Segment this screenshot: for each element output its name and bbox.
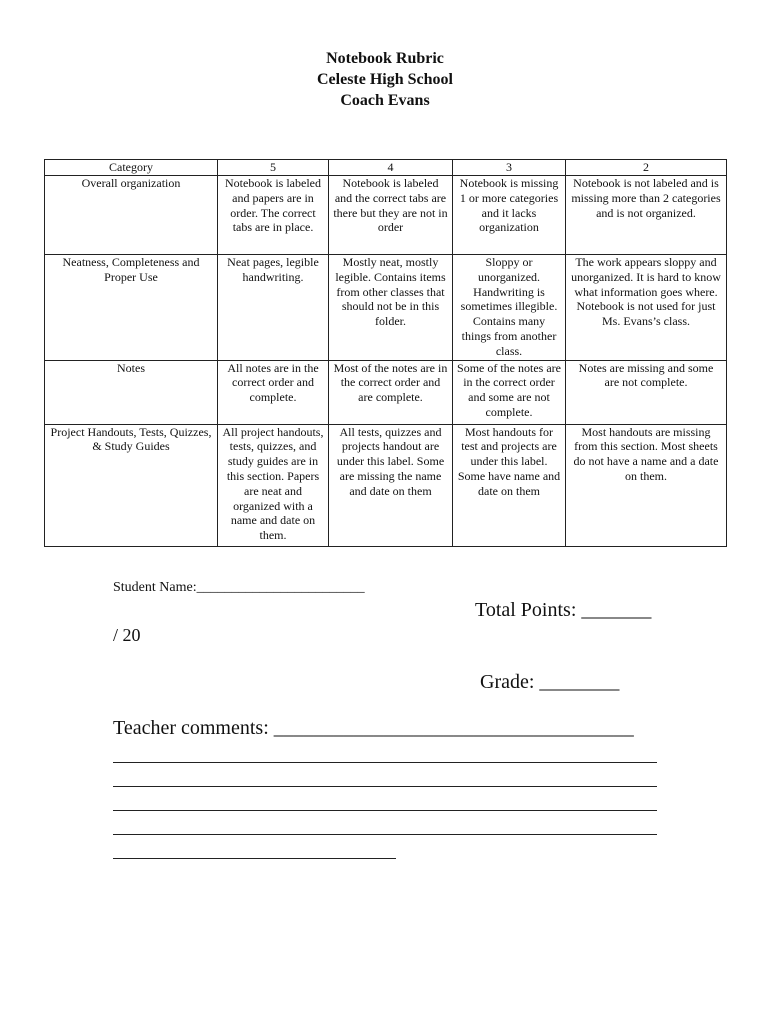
column-header-score-2: 2: [566, 160, 727, 176]
column-header-score-4: 4: [329, 160, 453, 176]
document-header: [0, 48, 770, 111]
comment-line[interactable]: [113, 858, 396, 859]
school-name: Celeste High School: [317, 71, 453, 88]
category-cell: Notes: [45, 360, 218, 424]
category-cell: Project Handouts, Tests, Quizzes, & Study Guides: [45, 424, 218, 546]
coach-name: Coach Evans: [340, 92, 430, 109]
score-4-cell: Mostly neat, mostly legible. Contains items from other classes that should not be in this folder.: [329, 255, 453, 361]
score-3-cell: Notebook is missing 1 or more categories and it lacks organization: [453, 176, 566, 255]
rubric-row-handouts: [45, 424, 727, 546]
score-4-cell: Most of the notes are in the correct order and are complete.: [329, 360, 453, 424]
comment-line[interactable]: [113, 834, 657, 835]
score-3-cell: Sloppy or unorganized. Handwriting is sometimes illegible. Contains many things from another class.: [453, 255, 566, 361]
total-points-field[interactable]: Total Points: _______: [475, 599, 652, 621]
student-name-field[interactable]: Student Name:________________________: [113, 580, 365, 595]
score-2-cell: Notebook is not labeled and is missing more than 2 categories and is not organized.: [566, 176, 727, 255]
score-2-cell: Notes are missing and some are not complete.: [566, 360, 727, 424]
rubric-row-organization: [45, 176, 727, 255]
rubric-row-notes: [45, 360, 727, 424]
score-5-cell: All notes are in the correct order and complete.: [218, 360, 329, 424]
score-4-cell: All tests, quizzes and projects handout are under this label. Some are missing the name and date on them: [329, 424, 453, 546]
score-3-cell: Most handouts for test and projects are under this label. Some have name and date on them: [453, 424, 566, 546]
document-title: Notebook Rubric: [326, 50, 444, 67]
comment-line[interactable]: [113, 762, 657, 763]
score-5-cell: Notebook is labeled and papers are in order. The correct tabs are in place.: [218, 176, 329, 255]
grade-field[interactable]: Grade: ________: [480, 671, 620, 693]
score-2-cell: The work appears sloppy and unorganized. It is hard to know what information goes where. Notebook is not used for just Ms. Evans’s class.: [566, 255, 727, 361]
column-header-score-5: 5: [218, 160, 329, 176]
column-header-category: Category: [45, 160, 218, 176]
category-cell: Overall organization: [45, 176, 218, 255]
rubric-header-row: [45, 160, 727, 176]
rubric-table: [44, 159, 727, 547]
comment-line[interactable]: [113, 810, 657, 811]
teacher-comments-field[interactable]: Teacher comments: ____________________________________: [113, 717, 634, 739]
category-cell: Neatness, Completeness and Proper Use: [45, 255, 218, 361]
rubric-row-neatness: [45, 255, 727, 361]
score-3-cell: Some of the notes are in the correct order and some are not complete.: [453, 360, 566, 424]
comment-line[interactable]: [113, 786, 657, 787]
score-2-cell: Most handouts are missing from this section. Most sheets do not have a name and a date on them.: [566, 424, 727, 546]
score-5-cell: All project handouts, tests, quizzes, and study guides are in this section. Papers are neat and organized with a name and date on them.: [218, 424, 329, 546]
score-5-cell: Neat pages, legible handwriting.: [218, 255, 329, 361]
score-4-cell: Notebook is labeled and the correct tabs are there but they are not in order: [329, 176, 453, 255]
points-possible: / 20: [113, 625, 141, 645]
column-header-score-3: 3: [453, 160, 566, 176]
